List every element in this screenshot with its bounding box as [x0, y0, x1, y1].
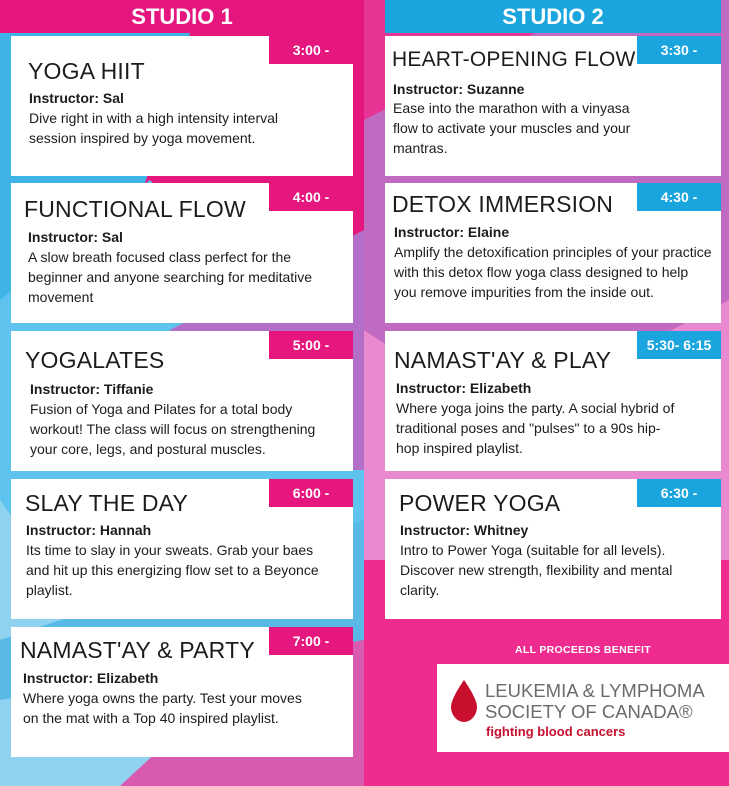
class-title: FUNCTIONAL FLOW	[24, 196, 246, 222]
class-description: Where yoga joins the party. A social hybrid of traditional poses and "pulses" to a 90s hip-hop inspired playlist.	[396, 400, 675, 456]
sponsor-logo	[437, 664, 729, 752]
class-time: 3:00 - 3:45	[269, 36, 353, 64]
class-description: Its time to slay in your sweats. Grab your baes and hit up this energizing flow set to a Beyonce playlist.	[26, 542, 319, 598]
class-time: 6:30 - 7:15	[637, 479, 721, 507]
class-instructor: Instructor: Sal	[29, 90, 124, 106]
class-instructor: Instructor: Elizabeth	[396, 380, 532, 396]
class-instructor: Instructor: Elizabeth	[23, 670, 159, 686]
class-title: POWER YOGA	[399, 490, 561, 516]
studio-1-header: STUDIO 1	[0, 0, 364, 33]
class-instructor: Instructor: Suzanne	[393, 81, 525, 97]
class-title: DETOX IMMERSION	[392, 191, 614, 217]
class-time: 3:30 - 4:15	[637, 36, 721, 64]
class-time: 6:00 - 6:45	[269, 479, 353, 507]
sponsor-tagline: fighting blood cancers	[486, 724, 626, 739]
class-time: 4:00 - 4:45	[269, 183, 353, 211]
class-card	[385, 479, 721, 619]
class-card	[385, 36, 721, 176]
class-instructor: Instructor: Elaine	[394, 224, 510, 240]
class-card	[11, 331, 353, 471]
class-title: HEART-OPENING FLOW	[392, 48, 636, 71]
class-card	[11, 36, 353, 176]
class-title: SLAY THE DAY	[25, 490, 189, 516]
class-time: 7:00 - 7:45	[269, 627, 353, 655]
class-title: NAMAST'AY & PLAY	[394, 347, 612, 373]
class-description: Fusion of Yoga and Pilates for a total body workout! The class will focus on strengthening your core, legs, and postural muscles.	[30, 401, 316, 457]
class-description: A slow breath focused class perfect for the beginner and anyone searching for meditative movement	[28, 249, 313, 305]
class-title: NAMAST'AY & PARTY	[20, 637, 255, 663]
class-card	[11, 183, 353, 323]
class-description: Amplify the detoxification principles of your practice with this detox flow yoga class designed to help you remove impurities from the inside out.	[394, 244, 712, 300]
class-title: YOGA HIIT	[28, 58, 145, 84]
benefit-label: ALL PROCEEDS BENEFIT	[515, 644, 651, 656]
class-card	[11, 627, 353, 757]
class-card	[11, 479, 353, 619]
class-description: Where yoga owns the party. Test your moves on the mat with a Top 40 inspired playlist.	[23, 690, 302, 726]
class-instructor: Instructor: Whitney	[400, 522, 529, 538]
sponsor-name-line1: LEUKEMIA & LYMPHOMA	[485, 680, 705, 701]
class-instructor: Instructor: Sal	[28, 229, 123, 245]
class-instructor: Instructor: Hannah	[26, 522, 152, 538]
sponsor-name-line2: SOCIETY OF CANADA®	[485, 701, 693, 722]
class-time: 5:30- 6:15	[637, 331, 721, 359]
class-card	[385, 331, 721, 471]
class-title: YOGALATES	[25, 347, 165, 373]
studio-2-header: STUDIO 2	[385, 0, 721, 33]
class-description: Ease into the marathon with a vinyasa flow to activate your muscles and your mantras.	[393, 100, 631, 156]
class-card	[385, 183, 721, 323]
class-description: Intro to Power Yoga (suitable for all levels). Discover new strength, flexibility and mental clarity.	[400, 542, 673, 598]
class-time: 4:30 - 5:15	[637, 183, 721, 211]
class-time: 5:00 - 5:45	[269, 331, 353, 359]
class-instructor: Instructor: Tiffanie	[30, 381, 154, 397]
class-description: Dive right in with a high intensity interval session inspired by yoga movement.	[29, 110, 279, 146]
blood-drop-icon	[451, 680, 477, 722]
